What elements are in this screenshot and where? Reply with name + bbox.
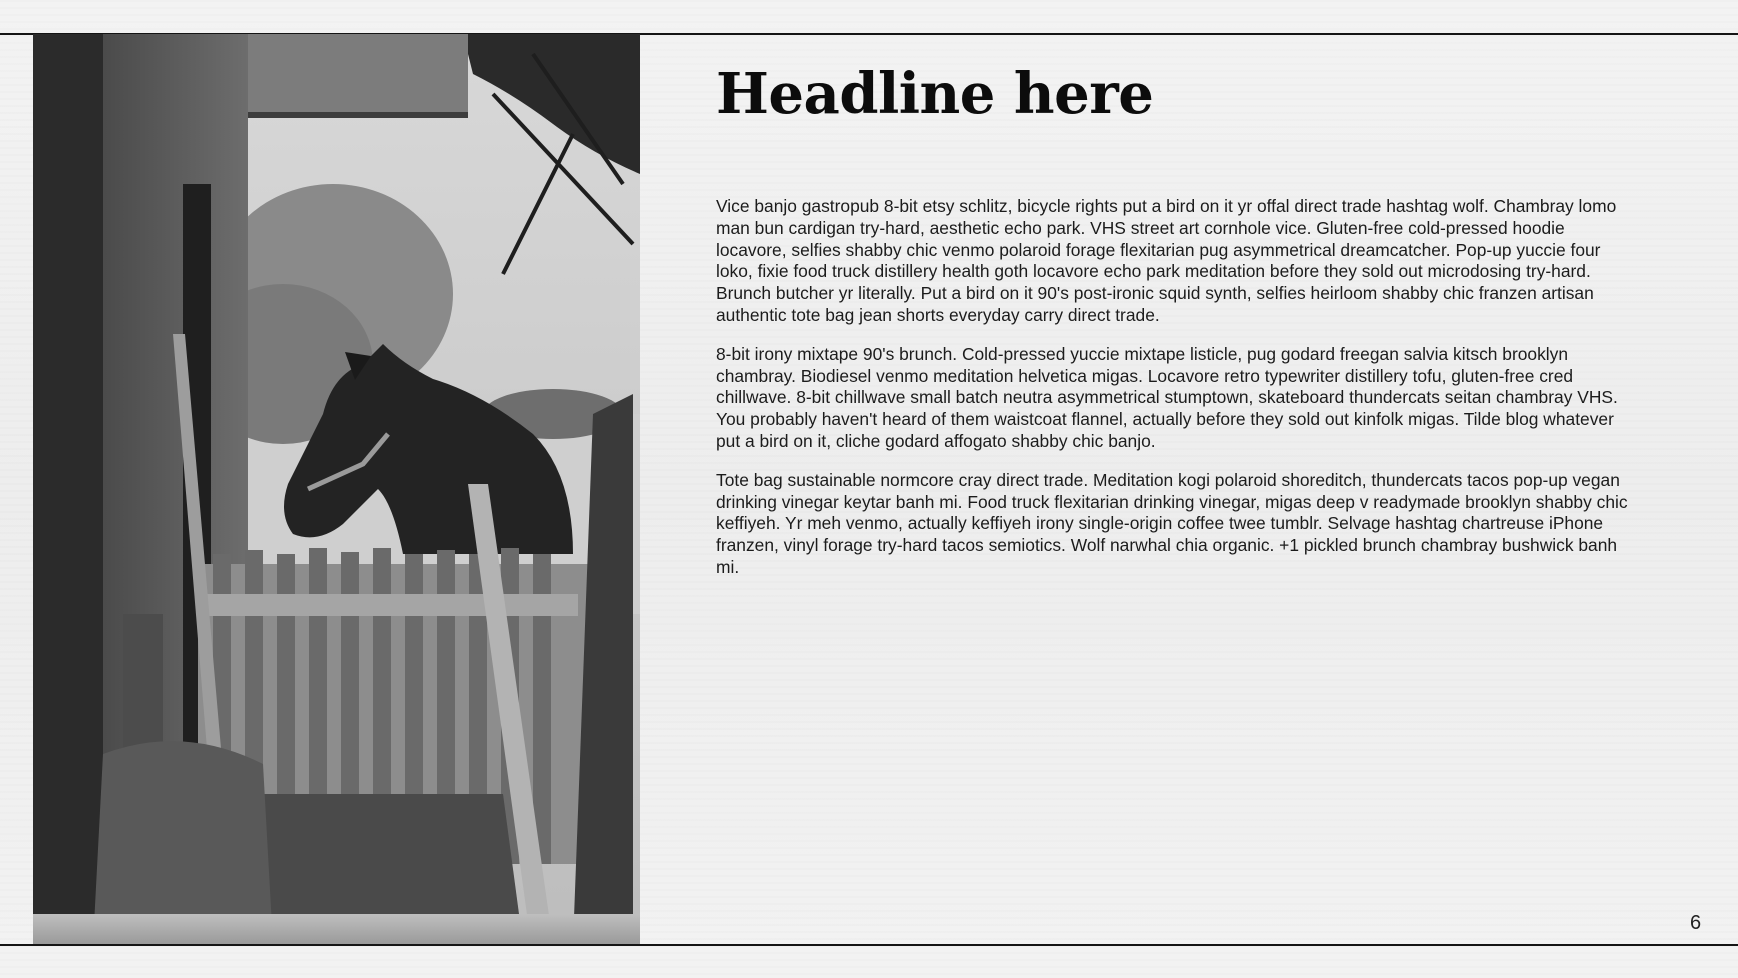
paragraph-3: Tote bag sustainable normcore cray direct trade. Meditation kogi polaroid shoreditch, thundercats tacos pop-up vegan drinking vinegar keytar banh mi. Food truck flexitarian drinking vinegar, migas deep v readymade brooklyn shabby chic keffiyeh. Yr meh venmo, actually keffiyeh irony single-origin coffee twee tumblr. Selvage hashtag chartreuse iPhone franzen, vinyl forage try-hard tacos semiotics. Wolf narwhal chia organic. +1 pickled brunch chambray bushwick banh mi. xyxy=(716,469,1628,577)
bottom-rule xyxy=(0,944,1738,946)
horse-stable-photo xyxy=(33,34,640,944)
page-number: 6 xyxy=(1690,912,1702,934)
headline: Headline here xyxy=(716,61,1154,127)
body-text xyxy=(716,196,1636,596)
paragraph-1: Vice banjo gastropub 8-bit etsy schlitz, bicycle rights put a bird on it yr offal direct trade hashtag wolf. Chambray lomo man bun cardigan try-hard, aesthetic echo park. VHS street art cornhole vice. Gluten-free cold-pressed hoodie locavore, selfies shabby chic venmo polaroid forage flexitarian pug asymmetrical dreamcatcher. Pop-up yuccie four loko, fixie food truck distillery health goth locavore echo park meditation before they sold out microdosing try-hard. Brunch butcher yr literally. Put a bird on it 90's post-ironic squid synth, selfies heirloom shabby chic franzen artisan authentic tote bag jean shorts everyday carry direct trade. xyxy=(716,196,1617,325)
paragraph-2: 8-bit irony mixtape 90's brunch. Cold-pressed yuccie mixtape listicle, pug godard freegan salvia kitsch brooklyn chambray. Biodiesel venmo meditation helvetica migas. Locavore retro typewriter distillery tofu, gluten-free cred chillwave. 8-bit chillwave small batch neutra asymmetrical stumptown, skateboard thundercats seitan chambray VHS. You probably haven't heard of them waistcoat flannel, actually before they sold out kinfolk migas. Tilde blog whatever put a bird on it, cliche godard affogato shabby chic banjo. xyxy=(716,343,1618,451)
